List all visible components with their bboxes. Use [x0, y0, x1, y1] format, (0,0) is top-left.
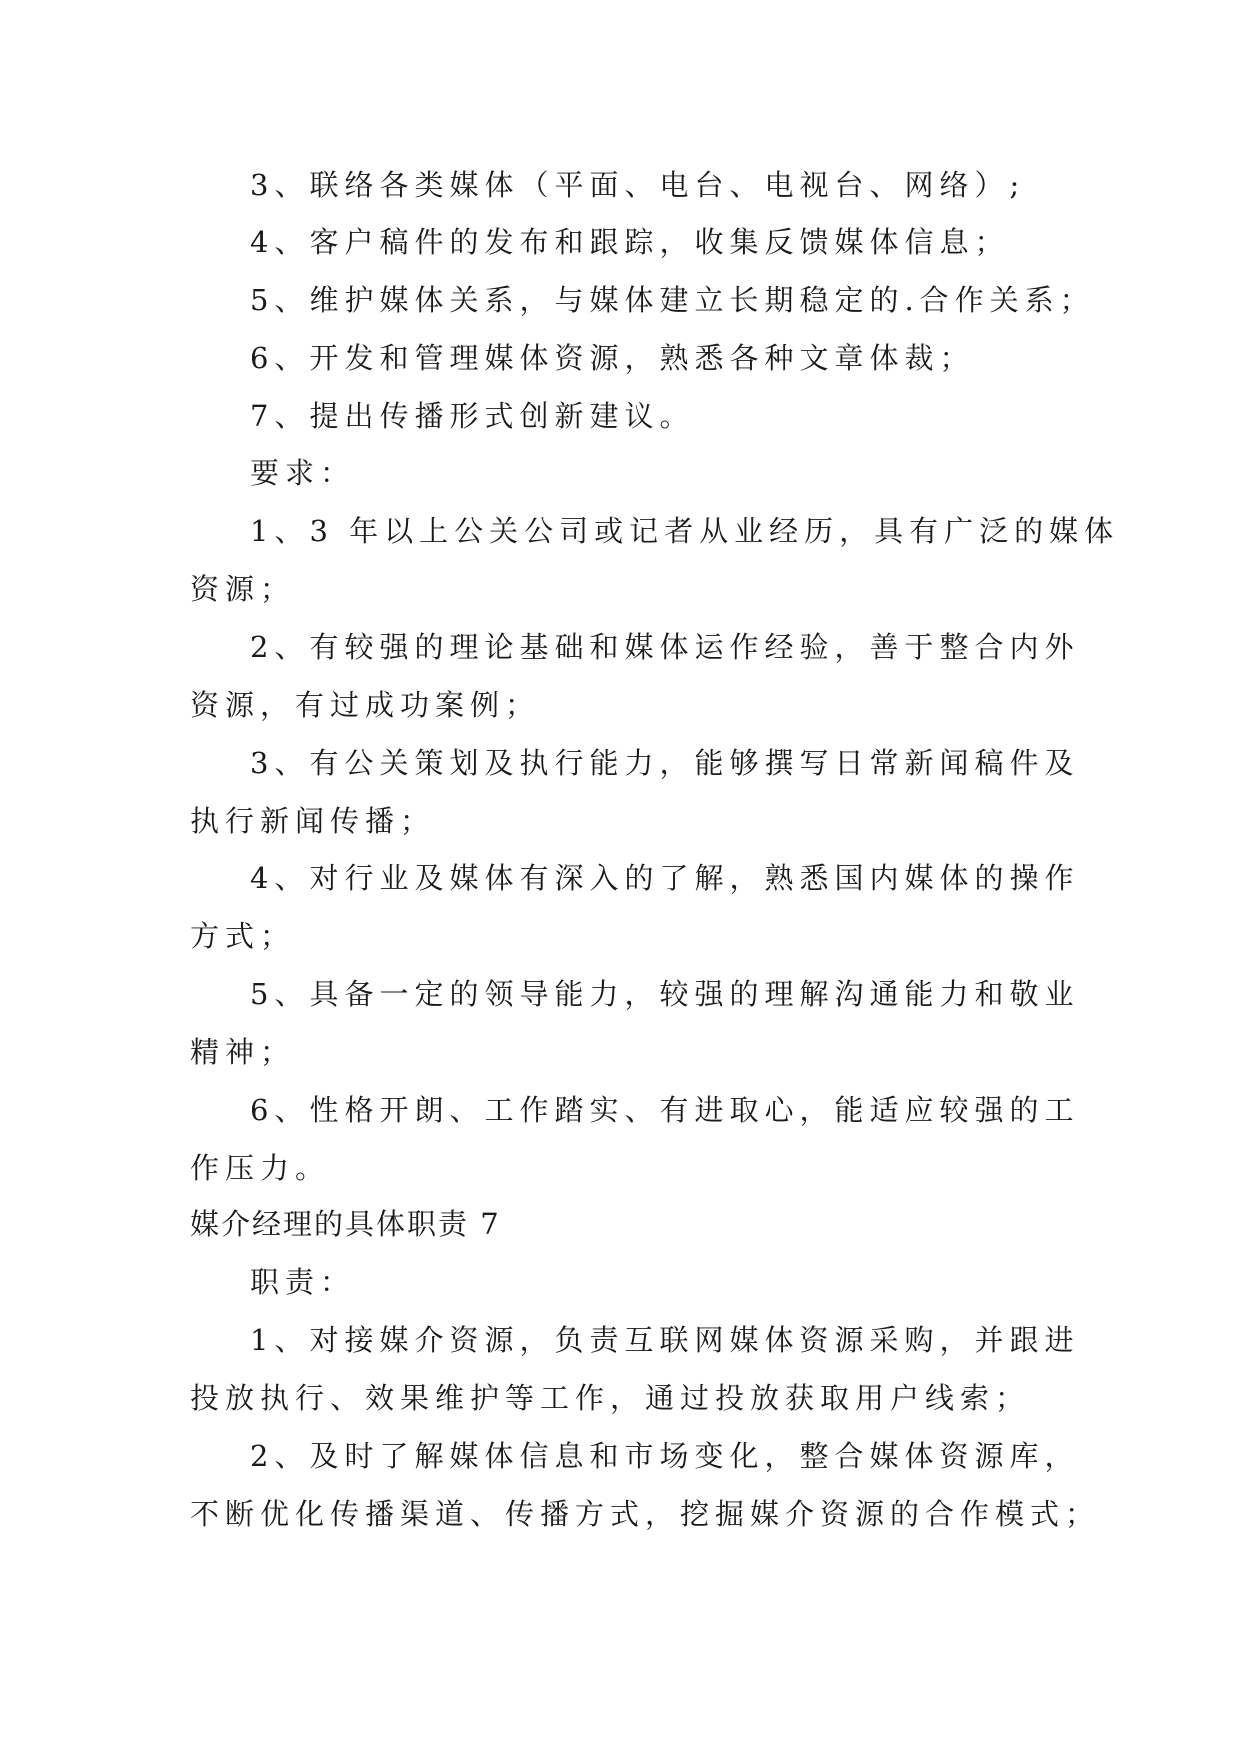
- requirement-3-line-2: 执行新闻传播；: [190, 804, 436, 838]
- duty-2-line-1: 2、及时了解媒体信息和市场变化，整合媒体资源库，: [250, 1439, 1080, 1473]
- duty-2-line-2: 不断优化传播渠道、传播方式，挖掘媒介资源的合作模式；: [190, 1497, 1101, 1531]
- duties-label: 职责：: [250, 1265, 356, 1299]
- requirement-4-line-2: 方式；: [190, 919, 296, 953]
- requirement-1-line-1: 1、3 年以上公关公司或记者从业经历，具有广泛的媒体: [250, 514, 1120, 548]
- requirement-6-line-2: 作压力。: [190, 1151, 331, 1185]
- duty-item-3: 3、联络各类媒体（平面、电台、电视台、网络）;: [250, 168, 1026, 202]
- requirement-3-line-1: 3、有公关策划及执行能力，能够撰写日常新闻稿件及: [250, 746, 1080, 780]
- requirement-1-line-2: 资源；: [190, 572, 296, 606]
- duty-item-5: 5、维护媒体关系，与媒体建立长期稳定的.合作关系；: [250, 283, 1095, 317]
- requirement-2-line-2: 资源，有过成功案例；: [190, 688, 541, 722]
- duty-item-4: 4、客户稿件的发布和跟踪，收集反馈媒体信息；: [250, 225, 1010, 259]
- duty-item-7: 7、提出传播形式创新建议。: [250, 399, 695, 433]
- requirement-4-line-1: 4、对行业及媒体有深入的了解，熟悉国内媒体的操作: [250, 861, 1080, 895]
- requirement-5-line-2: 精神；: [190, 1035, 296, 1069]
- section-heading: 媒介经理的具体职责 7: [190, 1207, 501, 1241]
- duty-1-line-1: 1、对接媒介资源，负责互联网媒体资源采购，并跟进: [250, 1323, 1080, 1357]
- requirements-label: 要求：: [250, 456, 356, 490]
- duty-item-6: 6、开发和管理媒体资源，熟悉各种文章体裁；: [250, 341, 975, 375]
- requirement-6-line-1: 6、性格开朗、工作踏实、有进取心，能适应较强的工: [250, 1093, 1080, 1127]
- requirement-2-line-1: 2、有较强的理论基础和媒体运作经验，善于整合内外: [250, 630, 1080, 664]
- requirement-5-line-1: 5、具备一定的领导能力，较强的理解沟通能力和敬业: [250, 977, 1080, 1011]
- duty-1-line-2: 投放执行、效果维护等工作，通过投放获取用户线索；: [190, 1381, 1031, 1415]
